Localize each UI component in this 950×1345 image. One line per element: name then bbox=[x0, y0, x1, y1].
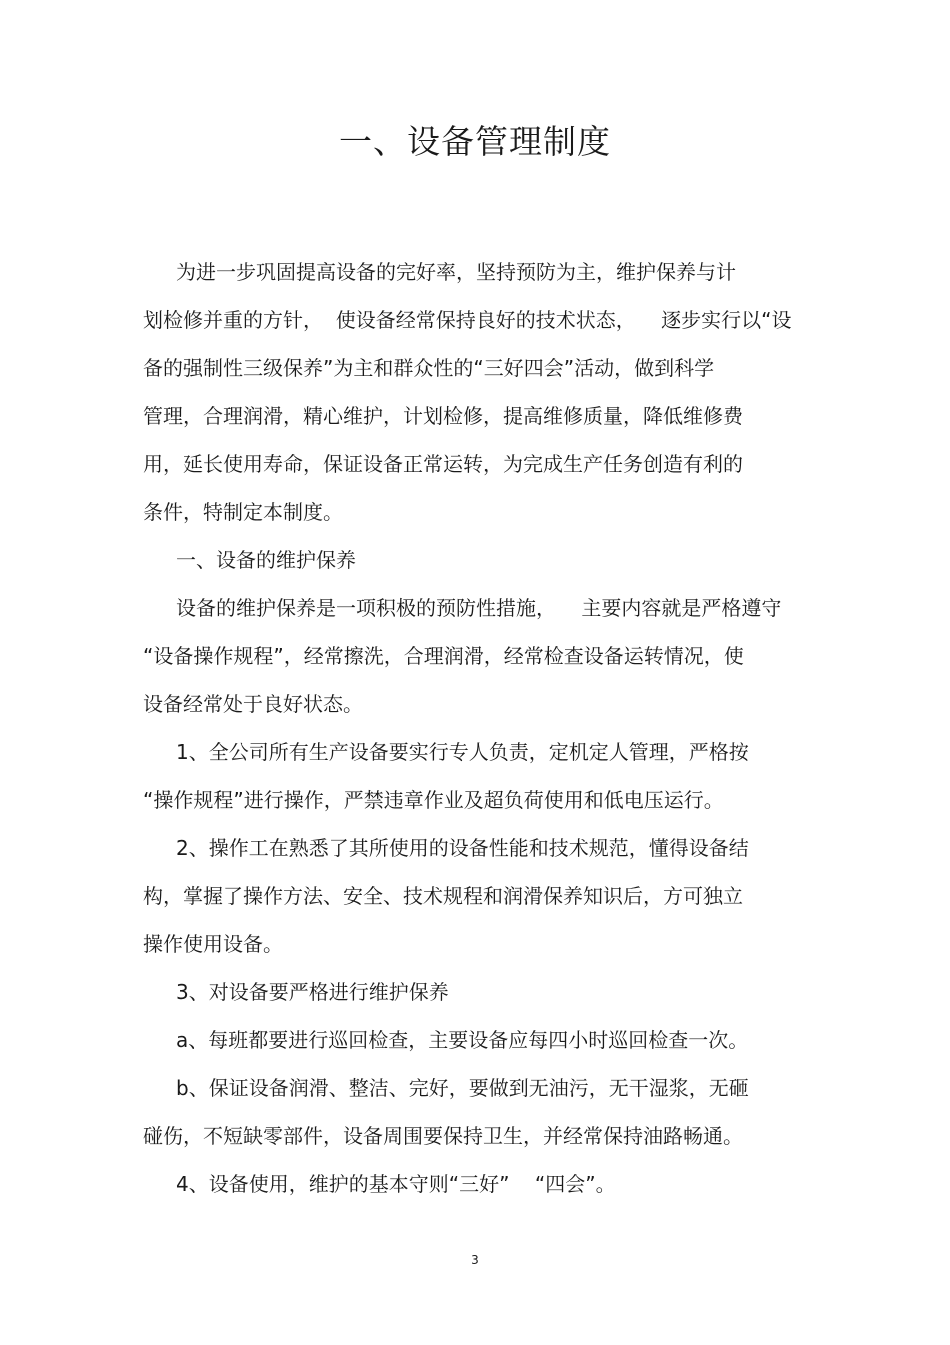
page-number: 3 bbox=[471, 1253, 479, 1267]
list-item-line: 操作使用设备。 bbox=[143, 932, 283, 956]
paragraph-line: 条件，特制定本制度。 bbox=[143, 500, 343, 524]
list-item-line: “操作规程”进行操作，严禁违章作业及超负荷使用和低电压运行。 bbox=[143, 788, 724, 812]
list-item-line: 3、对设备要严格进行维护保养 bbox=[176, 980, 449, 1004]
paragraph-line: “设备操作规程”，经常擦洗，合理润滑，经常检查设备运转情况，使 bbox=[143, 644, 744, 668]
list-item-line: b、保证设备润滑、整洁、完好，要做到无油污，无干湿浆，无砸 bbox=[176, 1076, 749, 1100]
paragraph-line: 划检修并重的方针， 使设备经常保持良好的技术状态， 逐步实行以“设 bbox=[143, 308, 792, 332]
section-heading: 一、设备的维护保养 bbox=[176, 548, 356, 572]
list-item-line: 构，掌握了操作方法、安全、技术规程和润滑保养知识后，方可独立 bbox=[143, 884, 743, 908]
list-item-line: 1、全公司所有生产设备要实行专人负责，定机定人管理，严格按 bbox=[176, 740, 749, 764]
paragraph-line: 为进一步巩固提高设备的完好率，坚持预防为主，维护保养与计 bbox=[176, 260, 736, 284]
paragraph-line: 设备的维护保养是一项积极的预防性措施， 主要内容就是严格遵守 bbox=[176, 596, 782, 620]
paragraph-line: 设备经常处于良好状态。 bbox=[143, 692, 363, 716]
page-title: 一、设备管理制度 bbox=[339, 122, 611, 161]
list-item-line: 2、操作工在熟悉了其所使用的设备性能和技术规范，懂得设备结 bbox=[176, 836, 749, 860]
list-item-line: 碰伤，不短缺零部件，设备周围要保持卫生，并经常保持油路畅通。 bbox=[143, 1124, 743, 1148]
paragraph-line: 备的强制性三级保养”为主和群众性的“三好四会”活动，做到科学 bbox=[143, 356, 715, 380]
list-item-line: a、每班都要进行巡回检查，主要设备应每四小时巡回检查一次。 bbox=[176, 1028, 749, 1052]
paragraph-line: 用，延长使用寿命，保证设备正常运转，为完成生产任务创造有利的 bbox=[143, 452, 743, 476]
paragraph-line: 管理，合理润滑，精心维护，计划检修，提高维修质量，降低维修费 bbox=[143, 404, 743, 428]
list-item-line: 4、设备使用，维护的基本守则“三好” “四会”。 bbox=[176, 1172, 616, 1196]
